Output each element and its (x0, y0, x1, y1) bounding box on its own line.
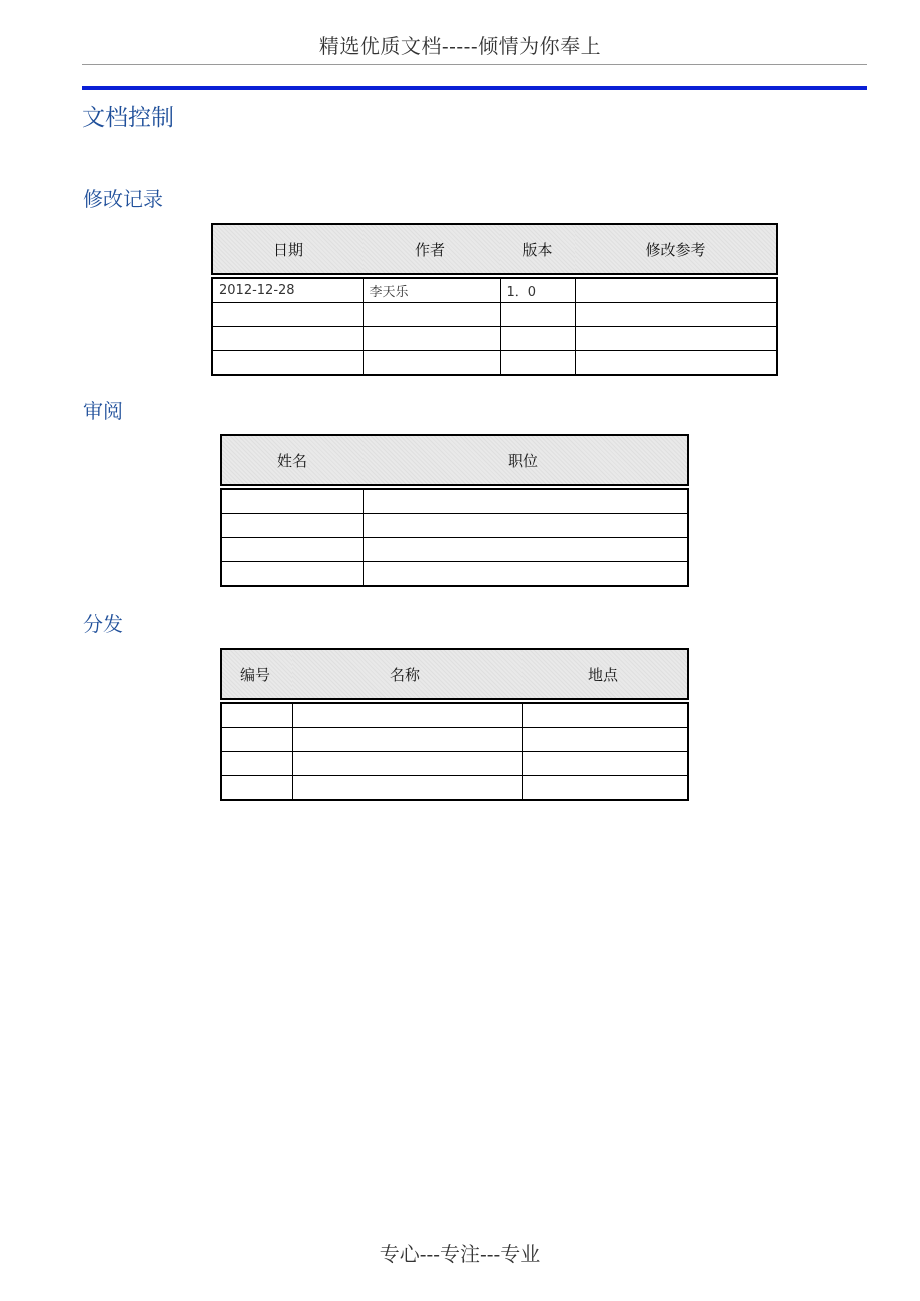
table-cell (212, 303, 363, 327)
table-cell (575, 351, 777, 376)
table-row (221, 776, 688, 801)
table-cell (575, 303, 777, 327)
table-cell (363, 327, 500, 351)
table-row (221, 538, 688, 562)
table-cell: 李天乐 (363, 278, 500, 303)
table-cell (500, 303, 575, 327)
review-table (220, 434, 689, 587)
table-row (221, 562, 688, 587)
table-cell (522, 728, 688, 752)
table-cell (363, 489, 688, 514)
header-divider (82, 64, 867, 65)
table-row (221, 728, 688, 752)
table-cell: 2012-12-28 (212, 278, 363, 303)
table-header-row (221, 649, 688, 699)
table-cell (221, 776, 292, 801)
table-cell (292, 728, 522, 752)
table-cell (221, 728, 292, 752)
table-cell (221, 703, 292, 728)
column-header-name: 姓名 (221, 435, 363, 485)
table-cell (292, 703, 522, 728)
table-row (212, 303, 777, 327)
table-cell (292, 776, 522, 801)
table-cell (363, 303, 500, 327)
column-header-author: 作者 (363, 224, 500, 274)
table-cell (522, 752, 688, 776)
table-cell (575, 327, 777, 351)
table-cell (363, 538, 688, 562)
table-cell (500, 327, 575, 351)
column-header-version: 版本 (500, 224, 575, 274)
table-cell (363, 562, 688, 587)
table-cell (221, 562, 363, 587)
table-cell (212, 351, 363, 376)
page-footer: 专心---专注---专业 (379, 1242, 541, 1266)
table-header-row (221, 435, 688, 485)
table-cell (292, 752, 522, 776)
table-cell (363, 351, 500, 376)
table-row (212, 278, 777, 303)
column-header-number: 编号 (221, 649, 292, 699)
table-cell (221, 514, 363, 538)
table-row (221, 703, 688, 728)
revision-table (211, 223, 778, 376)
distribution-table (220, 648, 689, 801)
table-cell (221, 489, 363, 514)
table-row (221, 752, 688, 776)
table-cell (221, 538, 363, 562)
header-rule (82, 86, 867, 90)
table-cell (522, 703, 688, 728)
revision-heading: 修改记录 (83, 187, 163, 211)
column-header-change-ref: 修改参考 (575, 224, 777, 274)
table-cell (575, 278, 777, 303)
distribution-heading: 分发 (83, 612, 123, 636)
column-header-date: 日期 (212, 224, 363, 274)
table-cell (221, 752, 292, 776)
table-row (212, 327, 777, 351)
page-header: 精选优质文档-----倾情为你奉上 (318, 34, 602, 58)
table-header-row (212, 224, 777, 274)
table-cell (212, 327, 363, 351)
column-header-title: 名称 (292, 649, 522, 699)
review-heading: 审阅 (83, 399, 123, 423)
table-row (221, 489, 688, 514)
table-cell: 1．0 (500, 278, 575, 303)
table-cell (500, 351, 575, 376)
table-row (212, 351, 777, 376)
document-title: 文档控制 (82, 105, 174, 131)
table-cell (522, 776, 688, 801)
table-row (221, 514, 688, 538)
column-header-location: 地点 (522, 649, 688, 699)
table-cell (363, 514, 688, 538)
column-header-position: 职位 (363, 435, 688, 485)
